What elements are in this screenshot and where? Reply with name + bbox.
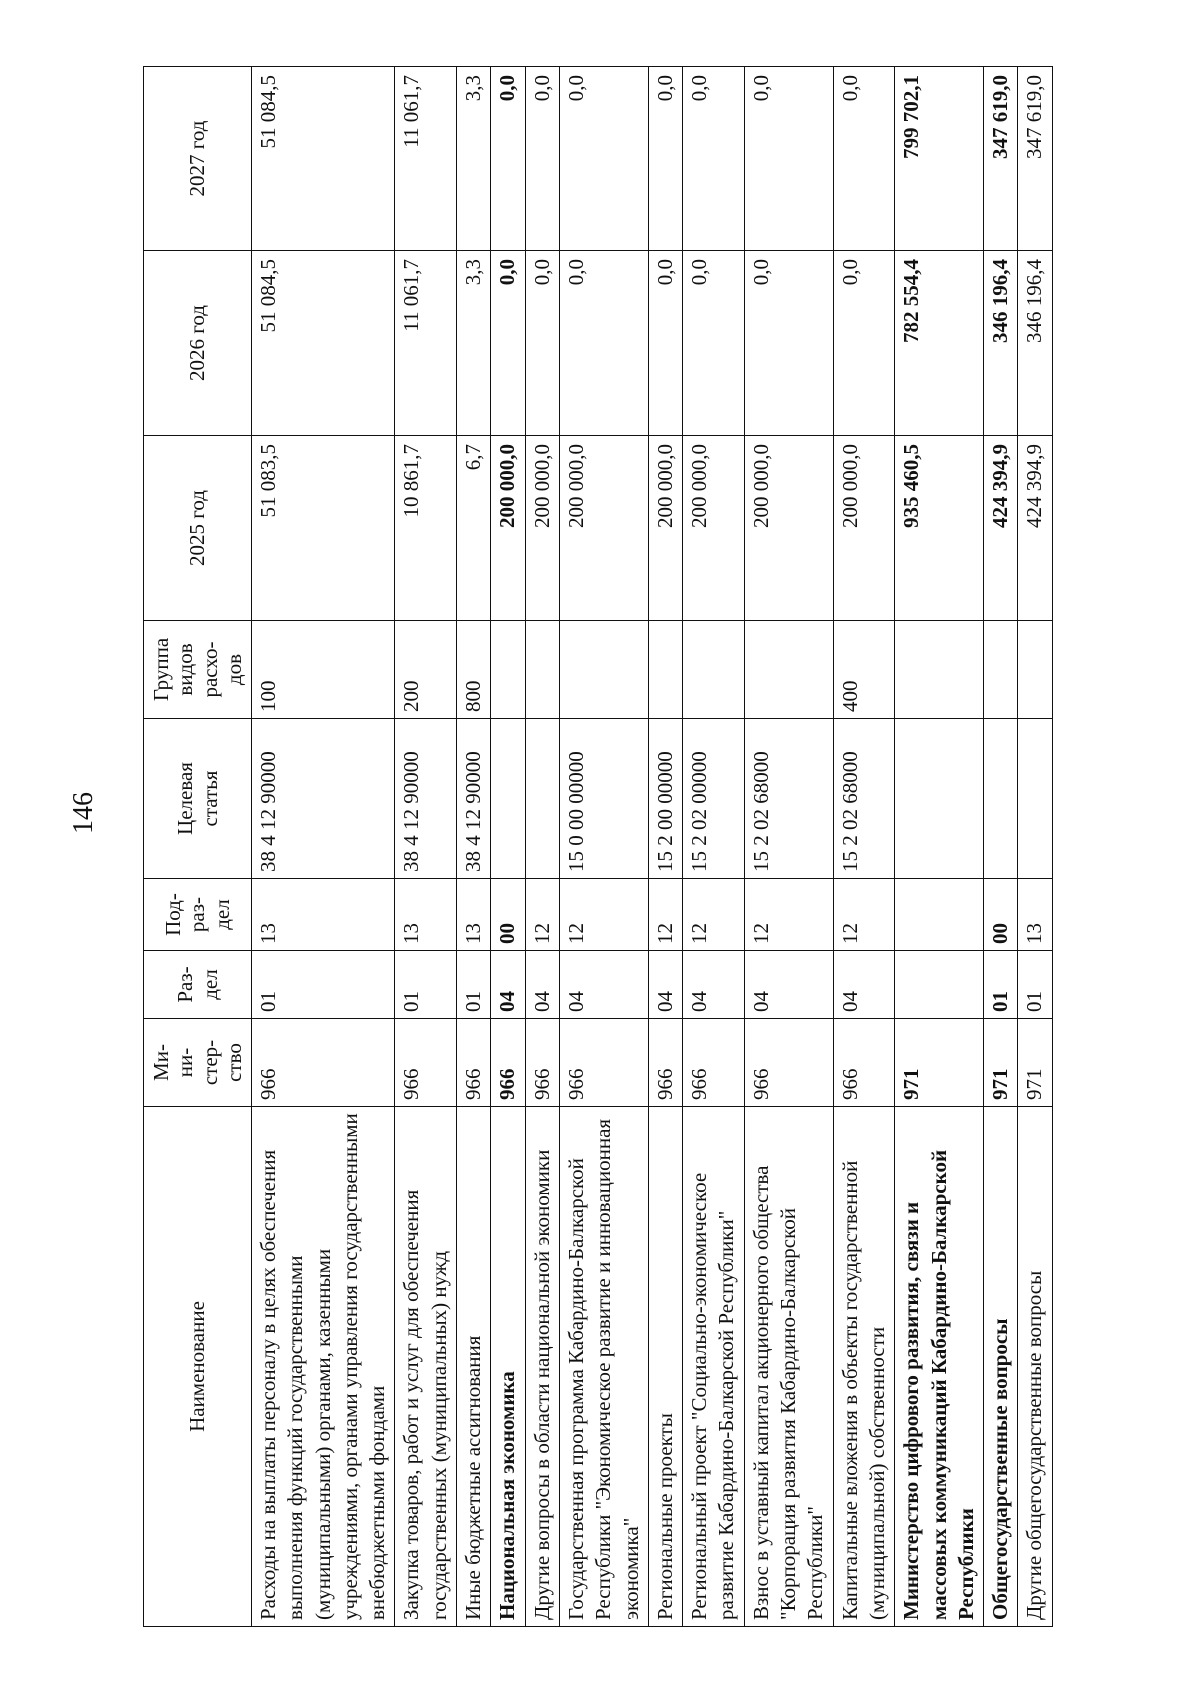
cell-y2027: 347 619,0 <box>1018 67 1052 251</box>
table-row <box>984 67 1018 1627</box>
cell-y2026: 0,0 <box>833 251 895 436</box>
header-group: Группа видов расхо- дов <box>144 621 252 719</box>
cell-group <box>559 621 648 719</box>
cell-name: Региональный проект "Социально-экономическое развитие Кабардино-Балкарской Республики" <box>683 1107 745 1627</box>
cell-y2026: 0,0 <box>491 251 525 436</box>
cell-subsection: 13 <box>457 879 491 951</box>
cell-target <box>984 719 1018 879</box>
cell-y2027: 799 702,1 <box>895 67 984 251</box>
cell-y2027: 0,0 <box>744 67 833 251</box>
cell-target: 15 0 00 00000 <box>559 719 648 879</box>
cell-name: Капитальные вложения в объекты государственной (муниципальной) собственности <box>833 1107 895 1627</box>
cell-group: 200 <box>395 621 457 719</box>
cell-y2026: 0,0 <box>525 251 559 436</box>
cell-group: 100 <box>252 621 395 719</box>
table-row <box>457 67 491 1627</box>
cell-subsection: 13 <box>252 879 395 951</box>
cell-y2025: 10 861,7 <box>395 436 457 621</box>
cell-y2026: 0,0 <box>683 251 745 436</box>
cell-section: 01 <box>252 951 395 1019</box>
cell-subsection <box>895 879 984 951</box>
cell-group <box>984 621 1018 719</box>
budget-table <box>143 66 1053 1627</box>
cell-section: 01 <box>984 951 1018 1019</box>
cell-target: 38 4 12 90000 <box>457 719 491 879</box>
header-section: Раз- дел <box>144 951 252 1019</box>
header-2027: 2027 год <box>144 67 252 251</box>
header-2026: 2026 год <box>144 251 252 436</box>
table-row <box>744 67 833 1627</box>
cell-subsection: 12 <box>525 879 559 951</box>
table-row <box>683 67 745 1627</box>
cell-target <box>525 719 559 879</box>
cell-subsection: 12 <box>683 879 745 951</box>
cell-target: 38 4 12 90000 <box>252 719 395 879</box>
cell-section: 04 <box>491 951 525 1019</box>
cell-name: Другие вопросы в области национальной экономики <box>525 1107 559 1627</box>
cell-ministry: 966 <box>252 1019 395 1107</box>
cell-y2025: 200 000,0 <box>683 436 745 621</box>
cell-subsection: 12 <box>833 879 895 951</box>
cell-target: 15 2 00 00000 <box>648 719 682 879</box>
cell-subsection: 12 <box>744 879 833 951</box>
cell-y2027: 11 061,7 <box>395 67 457 251</box>
header-ministry: Ми- ни- стер- ство <box>144 1019 252 1107</box>
cell-y2025: 935 460,5 <box>895 436 984 621</box>
cell-group: 400 <box>833 621 895 719</box>
cell-target: 15 2 02 68000 <box>744 719 833 879</box>
cell-y2026: 782 554,4 <box>895 251 984 436</box>
cell-y2027: 51 084,5 <box>252 67 395 251</box>
header-row <box>144 67 252 1627</box>
cell-y2025: 200 000,0 <box>559 436 648 621</box>
cell-ministry: 966 <box>833 1019 895 1107</box>
table-row <box>525 67 559 1627</box>
cell-ministry: 966 <box>559 1019 648 1107</box>
cell-ministry: 971 <box>1018 1019 1052 1107</box>
cell-subsection: 13 <box>395 879 457 951</box>
cell-y2027: 0,0 <box>525 67 559 251</box>
cell-group <box>525 621 559 719</box>
cell-section <box>895 951 984 1019</box>
budget-table-rotated <box>143 67 1057 1627</box>
cell-y2025: 51 083,5 <box>252 436 395 621</box>
cell-y2027: 0,0 <box>559 67 648 251</box>
cell-y2026: 3,3 <box>457 251 491 436</box>
cell-y2027: 0,0 <box>648 67 682 251</box>
cell-subsection: 12 <box>559 879 648 951</box>
header-name: Наименование <box>144 1107 252 1627</box>
cell-y2026: 346 196,4 <box>984 251 1018 436</box>
header-target: Целевая статья <box>144 719 252 879</box>
cell-y2026: 0,0 <box>744 251 833 436</box>
table-row <box>395 67 457 1627</box>
cell-section: 01 <box>1018 951 1052 1019</box>
cell-ministry: 966 <box>395 1019 457 1107</box>
cell-y2025: 200 000,0 <box>744 436 833 621</box>
cell-section: 01 <box>395 951 457 1019</box>
cell-y2025: 200 000,0 <box>491 436 525 621</box>
header-subsection: Под- раз- дел <box>144 879 252 951</box>
cell-name: Национальная экономика <box>491 1107 525 1627</box>
cell-group: 800 <box>457 621 491 719</box>
cell-ministry: 971 <box>984 1019 1018 1107</box>
cell-section: 04 <box>833 951 895 1019</box>
cell-section: 01 <box>457 951 491 1019</box>
cell-y2025: 200 000,0 <box>833 436 895 621</box>
table-row <box>648 67 682 1627</box>
cell-name: Государственная программа Кабардино-Балкарской Республики "Экономическое развитие и инновационная экономика" <box>559 1107 648 1627</box>
cell-y2026: 51 084,5 <box>252 251 395 436</box>
table-row <box>1018 67 1052 1627</box>
cell-y2025: 424 394,9 <box>984 436 1018 621</box>
cell-section: 04 <box>744 951 833 1019</box>
cell-name: Закупка товаров, работ и услуг для обеспечения государственных (муниципальных) нужд <box>395 1107 457 1627</box>
cell-y2026: 0,0 <box>559 251 648 436</box>
cell-ministry: 966 <box>683 1019 745 1107</box>
cell-target <box>895 719 984 879</box>
cell-y2027: 0,0 <box>491 67 525 251</box>
cell-target: 15 2 02 00000 <box>683 719 745 879</box>
cell-group <box>648 621 682 719</box>
cell-y2025: 200 000,0 <box>525 436 559 621</box>
cell-section: 04 <box>648 951 682 1019</box>
cell-group <box>895 621 984 719</box>
cell-y2026: 11 061,7 <box>395 251 457 436</box>
table-row <box>559 67 648 1627</box>
cell-group <box>1018 621 1052 719</box>
cell-y2027: 0,0 <box>683 67 745 251</box>
cell-y2027: 347 619,0 <box>984 67 1018 251</box>
cell-name: Региональные проекты <box>648 1107 682 1627</box>
cell-section: 04 <box>559 951 648 1019</box>
header-2025: 2025 год <box>144 436 252 621</box>
cell-group <box>491 621 525 719</box>
cell-name: Взнос в уставный капитал акционерного общества "Корпорация развития Кабардино-Балкарской Республики" <box>744 1107 833 1627</box>
cell-y2025: 200 000,0 <box>648 436 682 621</box>
cell-ministry: 966 <box>525 1019 559 1107</box>
table-row <box>491 67 525 1627</box>
table-row <box>895 67 984 1627</box>
cell-subsection: 12 <box>648 879 682 951</box>
cell-name: Иные бюджетные ассигнования <box>457 1107 491 1627</box>
cell-subsection: 13 <box>1018 879 1052 951</box>
cell-name: Другие общегосударственные вопросы <box>1018 1107 1052 1627</box>
cell-y2025: 6,7 <box>457 436 491 621</box>
cell-target: 15 2 02 68000 <box>833 719 895 879</box>
cell-y2025: 424 394,9 <box>1018 436 1052 621</box>
cell-ministry: 971 <box>895 1019 984 1107</box>
cell-ministry: 966 <box>491 1019 525 1107</box>
cell-y2027: 0,0 <box>833 67 895 251</box>
cell-group <box>683 621 745 719</box>
cell-y2027: 3,3 <box>457 67 491 251</box>
cell-target <box>1018 719 1052 879</box>
cell-subsection: 00 <box>984 879 1018 951</box>
cell-ministry: 966 <box>744 1019 833 1107</box>
cell-y2026: 0,0 <box>648 251 682 436</box>
table-row <box>252 67 395 1627</box>
cell-y2026: 346 196,4 <box>1018 251 1052 436</box>
cell-group <box>744 621 833 719</box>
table-row <box>833 67 895 1627</box>
cell-target: 38 4 12 90000 <box>395 719 457 879</box>
cell-subsection: 00 <box>491 879 525 951</box>
page-number: 146 <box>68 792 99 834</box>
cell-name: Общегосударственные вопросы <box>984 1107 1018 1627</box>
cell-ministry: 966 <box>457 1019 491 1107</box>
cell-ministry: 966 <box>648 1019 682 1107</box>
cell-name: Министерство цифрового развития, связи и массовых коммуникаций Кабардино-Балкарской Республики <box>895 1107 984 1627</box>
cell-section: 04 <box>683 951 745 1019</box>
cell-name: Расходы на выплаты персоналу в целях обеспечения выполнения функций государственными (муниципальными) органами, казенными учреждениями, органами управления государственными внебюджетными фондами <box>252 1107 395 1627</box>
cell-section: 04 <box>525 951 559 1019</box>
cell-target <box>491 719 525 879</box>
